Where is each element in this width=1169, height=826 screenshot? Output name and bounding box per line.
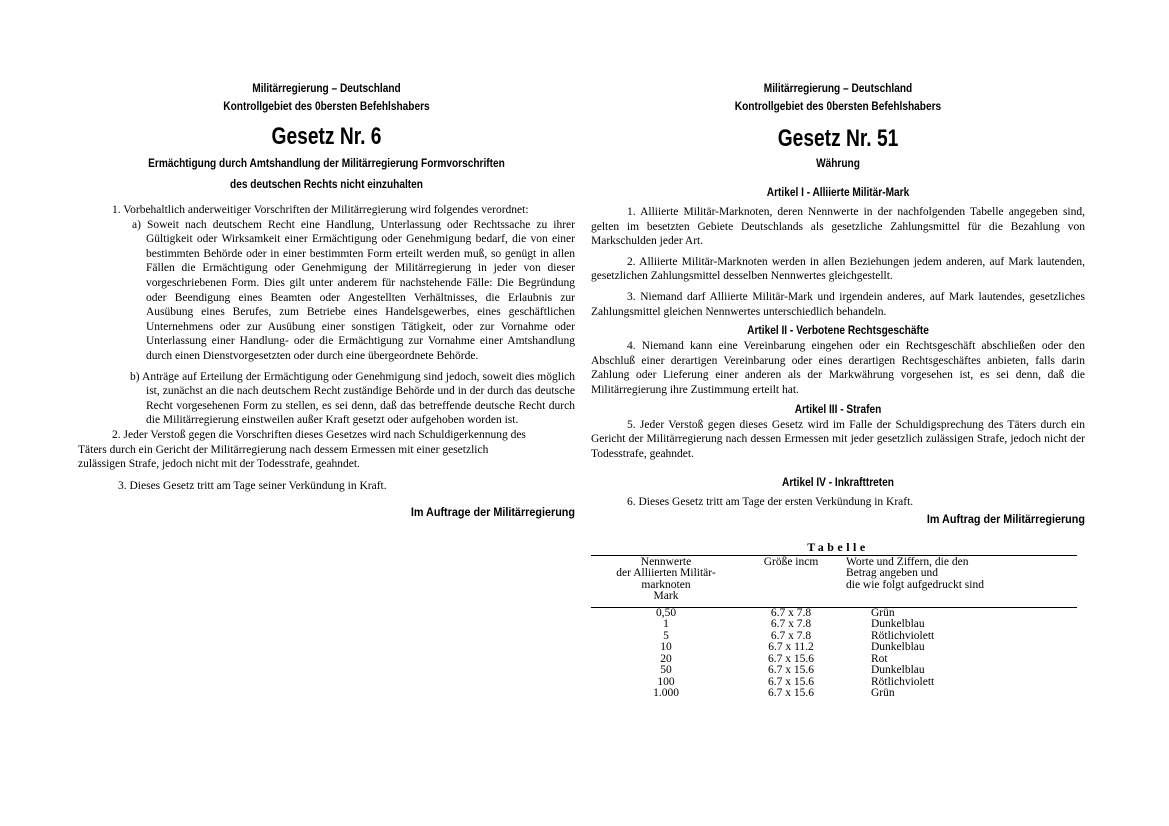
cell-size: 6.7 x 7.8 bbox=[770, 629, 812, 642]
cell-color: Rot bbox=[871, 652, 888, 665]
header-text: die wie folgt aufgedruckt sind bbox=[846, 578, 984, 591]
header-line-1: Militärregierung – Deutschland bbox=[763, 83, 913, 95]
cell-size: 6.7 x 15.6 bbox=[768, 675, 814, 688]
article-1-paragraph-1: 1. Alliierte Militär-Marknoten, deren Nennwerte in der nachfolgenden Tabelle angegeben sind, gelten im besetzten Gebiete Deutschlands als gesetzliche Zahlungsmittel für die Bezahlung von Markschulden jeder Art. bbox=[591, 206, 1085, 248]
cell-value: 10 bbox=[660, 641, 672, 654]
cell-value: 20 bbox=[660, 652, 672, 665]
law-6-column bbox=[78, 80, 575, 519]
header-line-1: Militärregierung – Deutschland bbox=[252, 83, 401, 95]
column-header-nennwerte bbox=[591, 555, 741, 607]
cell-value: 1 bbox=[663, 618, 669, 631]
cell-size: 6.7 x 15.6 bbox=[768, 652, 814, 665]
header-text: Betrag angeben und bbox=[846, 567, 938, 580]
table-title: Tabelle bbox=[807, 539, 869, 554]
header-text: Mark bbox=[653, 590, 679, 603]
cell-size: 6.7 x 7.8 bbox=[770, 606, 812, 619]
paragraph-2-line-2: Täters durch ein Gericht der Militärregierung nach dessem Ermessen mit einer gesetzlich bbox=[78, 443, 489, 456]
law-title: Gesetz Nr. 51 bbox=[777, 125, 899, 152]
header-text: marknoten bbox=[641, 578, 691, 591]
article-1-paragraph-3: 3. Niemand darf Alliierte Militär-Mark und irgendein anderes, auf Mark lautendes, gesetzliches Zahlungsmittel gleichen Nennwertes unterschiedlich behandeln. bbox=[591, 290, 1085, 318]
table-header-row bbox=[591, 555, 1077, 607]
header-text: der Alliierten Militär- bbox=[616, 567, 716, 580]
cell-value: 1.000 bbox=[653, 687, 679, 700]
header-text: Worte und Ziffern, die den bbox=[846, 555, 969, 568]
article-1-paragraph-2: 2. Alliierte Militär-Marknoten werden in allen Beziehungen jedem anderen, auf Mark lautenden, gesetzlichen Zahlungsmittel desselben Nennwertes gleichgestellt. bbox=[591, 255, 1085, 283]
cell-color: Dunkelblau bbox=[871, 664, 925, 677]
article-4-paragraph-6: 6. Dieses Gesetz tritt am Tage der ersten Verkündung in Kraft. bbox=[627, 496, 914, 509]
law-subtitle: Währung bbox=[816, 158, 860, 170]
cell-color: Dunkelblau bbox=[871, 641, 925, 654]
cell-value: 5 bbox=[663, 629, 669, 642]
signature: Im Auftrag der Militärregierung bbox=[926, 513, 1085, 526]
cell-size: 6.7 x 11.2 bbox=[768, 641, 814, 654]
signature: Im Auftrage der Militärregierung bbox=[410, 507, 575, 520]
article-4-heading: Artikel IV - Inkrafttreten bbox=[782, 477, 894, 490]
law-title: Gesetz Nr. 6 bbox=[271, 123, 382, 150]
paragraph-1a: a) Soweit nach deutschem Recht eine Handlung, Unterlassung oder Rechtssache zu ihrer Gültigkeit oder Wirksamkeit einer Ermächtigung oder Genehmigung bedarf, die von einer bestimmten Behörde oder in einer bestimmten Form erteilt werden muß, so genügt in allen Fällen die Ermächtigung oder Genehmigung der Militärregierung in jeder von dieser vorgeschriebenen Form. Dies gilt unter anderem für nachstehende Fälle: Die Begründung oder Beendigung eines Beamten oder Angestellten Verhältnisses, die Erlaubnis zur Ausübung eines Berufes, zum Betriebe eines Handelsgewerbes, eines geschäftlichen Unternehmens oder zur Ausübung einer sonstigen Tätigkeit, oder zur Vornahme oder Unterlassung einer Handlung- oder die Ermächtigung zur Vornahme einer Amtshandlung durch einen Dienstvorgesetzten oder durch eine übergeordnete Behörde. bbox=[132, 218, 575, 362]
paragraph-2-line-1: 2. Jeder Verstoß gegen die Vorschriften dieses Gesetzes wird nach Schuldigerkennung des bbox=[112, 428, 526, 441]
cell-value: 50 bbox=[660, 664, 672, 677]
cell-color: Rötlichviolett bbox=[871, 629, 935, 642]
header-text: Nennwerte bbox=[640, 555, 692, 568]
header-text: Größe incm bbox=[763, 555, 819, 568]
paragraph-2-line-3: zulässigen Strafe, jedoch nicht mit der Todesstrafe, geahndet. bbox=[78, 458, 360, 471]
law-51-column bbox=[591, 80, 1085, 700]
article-2-heading: Artikel II - Verbotene Rechtsgeschäfte bbox=[747, 325, 929, 338]
cell-color: Dunkelblau bbox=[871, 618, 925, 631]
article-3-paragraph-5: 5. Jeder Verstoß gegen dieses Gesetz wird im Falle der Schuldigsprechung des Täters durch ein Gericht der Militärregierung nach dessen Ermessen mit jeder gesetzlich zulässigen Strafe, jedoch nicht der Todesstrafe, geahndet. bbox=[591, 418, 1085, 460]
article-1-heading: Artikel I - Alliierte Militär-Mark bbox=[766, 187, 910, 199]
column-header-groesse bbox=[741, 555, 841, 607]
cell-color: Rötlichviolett bbox=[871, 675, 935, 688]
article-3-heading: Artikel III - Strafen bbox=[794, 403, 882, 416]
article-2-paragraph-4: 4. Niemand kann eine Vereinbarung eingehen oder ein Rechtsgeschäft abschließen oder den Abschluß einer derartigen Vereinbarung oder eines derartigen Rechtsgeschäftes anbieten, falls darin Zahlung oder Lieferung einer anderen als der Markwährung vorgesehen ist, es sei denn, daß die Militärregierung ihre Zustimmung erteilt hat. bbox=[591, 340, 1085, 396]
law-subtitle-line-1: Ermächtigung durch Amtshandlung der Militärregierung Formvorschriften bbox=[148, 158, 505, 170]
paragraph-1b: b) Anträge auf Erteilung der Ermächtigung oder Genehmigung sind jedoch, soweit dies möglich ist, zunächst an die nach deutschem Recht zuständige Behörde und in der durch das deutsche Recht vorgesehenen Form zu stellen, es sei denn, daß das betreffende deutsche Recht durch die Militärregierung einstweilen außer Kraft gesetzt oder aufgehoben worden ist. bbox=[130, 370, 575, 427]
banknote-table bbox=[591, 555, 1077, 700]
paragraph-3: 3. Dieses Gesetz tritt am Tage seiner Verkündung in Kraft. bbox=[118, 479, 387, 492]
paragraph-1-intro: 1. Vorbehaltlich anderweitiger Vorschriften der Militärregierung wird folgendes verordnet: bbox=[112, 204, 529, 216]
header-line-2: Kontrollgebiet des 0bersten Befehlshabers bbox=[223, 101, 430, 113]
header-line-2: Kontrollgebiet des 0bersten Befehlshabers bbox=[734, 101, 942, 113]
table-row bbox=[591, 688, 1077, 700]
cell-value: 100 bbox=[657, 675, 675, 688]
cell-color: Grün bbox=[871, 606, 895, 619]
law-subtitle-line-2: des deutschen Rechts nicht einzuhalten bbox=[230, 179, 423, 191]
cell-color: Grün bbox=[871, 687, 895, 700]
cell-size: 6.7 x 7.8 bbox=[770, 618, 812, 631]
cell-size: 6.7 x 15.6 bbox=[768, 664, 814, 677]
column-header-worte bbox=[841, 555, 1077, 607]
cell-value: 0,50 bbox=[655, 606, 677, 619]
cell-size: 6.7 x 15.6 bbox=[768, 687, 814, 700]
